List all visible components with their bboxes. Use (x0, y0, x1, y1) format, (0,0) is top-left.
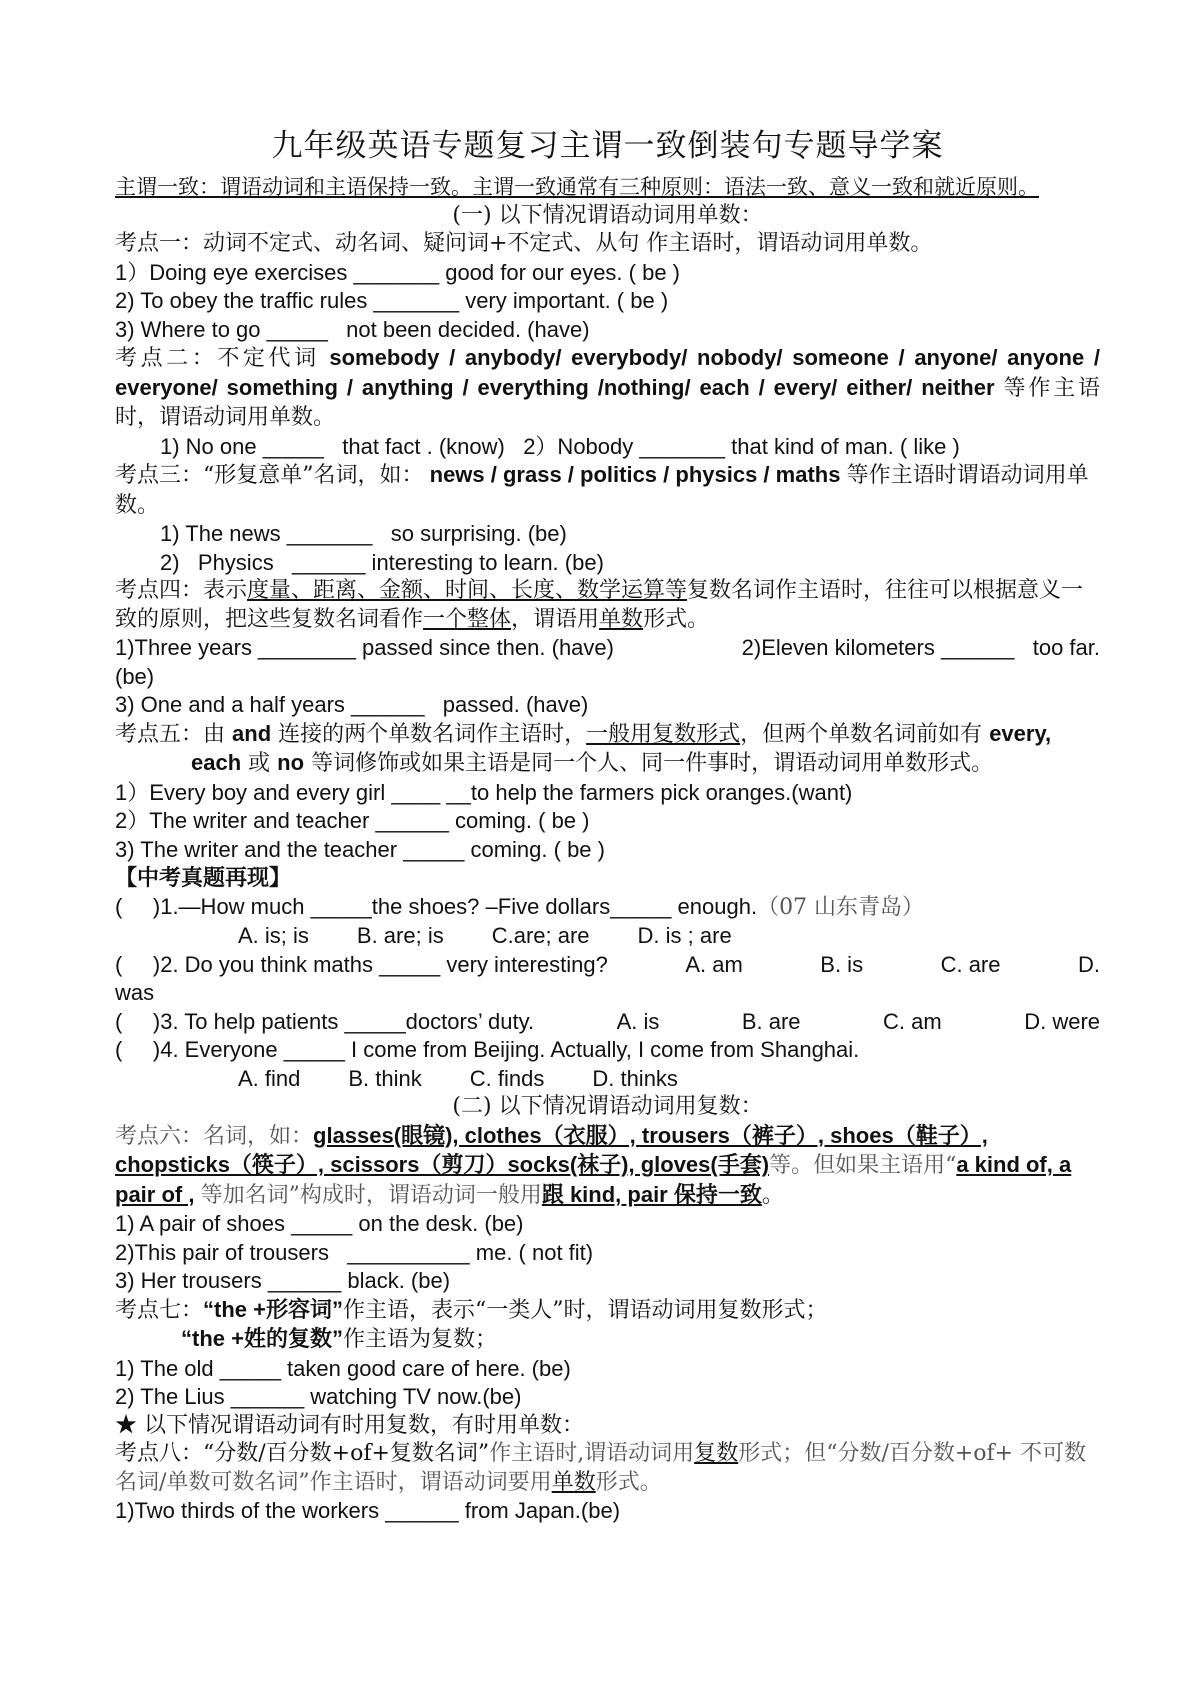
point1-q3: 3) Where to go _____ not been decided. (have) (115, 316, 590, 342)
point7-line2 (115, 1325, 1100, 1355)
exam-q2-stem: ( )2. Do you think maths _____ very interesting? (115, 951, 608, 977)
option-d: D. thinks (592, 1065, 678, 1091)
point8-label: 考点八： (115, 1441, 204, 1466)
option-b: B. are; is (356, 923, 444, 948)
point3-heading (115, 461, 1100, 520)
point4-mid2: ，谓语用 (511, 606, 600, 632)
point7-q2: 2) The Lius ______ watching TV now.(be) (115, 1384, 522, 1409)
point5-post: 等词修饰或如果主语是同一个人、同一件事时，谓语动词用单数形式。 (311, 751, 994, 776)
point4-q1a: 1)Three years ________ passed since then. (have) (115, 635, 614, 660)
point4-q1c: (be) (115, 663, 155, 689)
exam-q1-options (115, 922, 1100, 951)
point6-q2: 2)This pair of trousers __________ me. ( not fit) (115, 1239, 594, 1265)
point7-the-surname: “the +姓的复数” (181, 1326, 343, 1351)
point3-q1: 1) The news _______ so surprising. (be) (160, 521, 567, 546)
point5-mid2: ，但两个单数名词前如有 (740, 721, 983, 747)
point5-q1: 1）Every boy and every girl ____ __to help the farmers pick oranges.(want) (115, 779, 853, 805)
point5-no: no (277, 750, 305, 775)
point4-q2: 3) One and a half years ______ passed. (have) (115, 692, 589, 717)
point4-q1-row (115, 634, 1100, 663)
exam-q2-cont: was (115, 980, 155, 1005)
point5-q3: 3) The writer and the teacher _____ coming. ( be ) (115, 836, 605, 862)
point6-q1: 1) A pair of shoes _____ on the desk. (be) (115, 1211, 524, 1236)
page-title: 九年级英语专题复习主谓一致倒装句专题导学案 (271, 128, 944, 164)
point3-tail: 等作主语时谓语动词用单数。 (115, 463, 1089, 518)
option-d: D. is ; are (637, 923, 732, 948)
worksheet (115, 120, 1100, 1526)
option-a: A. am (685, 951, 743, 977)
point4-underline2: 一个整体 (423, 606, 512, 632)
point6-q3: 3) Her trousers ______ black. (be) (115, 1268, 451, 1293)
point6-post: 。 (761, 1182, 784, 1208)
point6-heading (115, 1122, 1100, 1211)
point5-heading (115, 720, 1100, 779)
point4-post: 形式。 (643, 606, 710, 632)
option-b: B. is (820, 951, 864, 977)
star-heading: ★ 以下情况谓语动词有时用复数，有时用单数： (115, 1412, 584, 1438)
option-b: B. are (741, 1008, 801, 1034)
exam-q4: ( )4. Everyone _____ I come from Beijing. Actually, I come from Shanghai. (115, 1037, 860, 1062)
exam-q3 (115, 1008, 1100, 1037)
exam-q2 (115, 951, 1100, 980)
point6-label: 考点六：名词，如： (115, 1123, 314, 1149)
point3-q2: 2) Physics ______ interesting to learn. (be) (160, 549, 604, 575)
point4-underline1: 度量、距离、金额、时间、长度、数学运算等 (247, 578, 688, 603)
point8-heading (115, 1440, 1100, 1497)
point5-or: 或 (248, 751, 271, 776)
point2-label: 考点二：不定代词 (115, 346, 320, 371)
point8-b: 作主语时,谓语动词用 (489, 1441, 695, 1466)
point8-a: “分数/百分数+of+复数名词” (203, 1441, 490, 1466)
intro-text: 主谓一致：谓语动词和主语保持一致。主谓一致通常有三种原则：语法一致、意义一致和就近原则。 (115, 175, 1039, 199)
option-c: C. am (883, 1008, 942, 1034)
point6-nouns: glasses(眼镜), clothes（衣服）, trousers（裤子）, shoes（鞋子）, chopsticks（筷子）, scissors（剪刀）socks(袜子), gloves(手套) (115, 1122, 988, 1177)
point8-e: 形式。 (595, 1469, 662, 1495)
point4-pre: 考点四：表示 (115, 578, 248, 603)
point5-words: every, each (191, 720, 1052, 775)
point4-mid: 复数名词作主语时，往往可以根据意义一致的原则，把这些复数名词看作 (115, 578, 1084, 632)
point8-q1: 1)Two thirds of the workers ______ from Japan.(be) (115, 1498, 621, 1523)
option-a: A. is; is (238, 923, 309, 948)
point2-pronouns: somebody / anybody/ everybody/ nobody/ someone / anyone/ anyone / everyone/ something / anything / everything /nothing/ each / every/ either/ neither (115, 345, 1100, 400)
point1-heading: 考点一：动词不定式、动名词、疑问词+不定式、从句 作主语时，谓语动词用单数。 (115, 231, 933, 256)
point7-heading (115, 1296, 1100, 1326)
point7-mid: 作主语，表示“一类人”时，谓语动词用复数形式； (342, 1297, 828, 1323)
exam-q1 (115, 893, 1100, 923)
point5-underline: 一般用复数形式 (586, 721, 741, 747)
point5-pre: 考点五：由 (115, 721, 226, 747)
point5-q2: 2）The writer and teacher ______ coming. ( be ) (115, 808, 590, 833)
point6-underline: 跟 kind, pair 保持一致 (541, 1181, 762, 1207)
section2-heading: (二) 以下情况谓语动词用复数： (452, 1094, 763, 1119)
exam-q3-stem: ( )3. To help patients _____doctors’ duty. (115, 1008, 535, 1034)
point4-heading (115, 577, 1100, 634)
point1-q1: 1）Doing eye exercises _______ good for our eyes. ( be ) (115, 259, 680, 285)
point7-mid2: 作主语为复数； (342, 1327, 497, 1352)
point2-tail: 等作主语时，谓语动词用单数。 (115, 375, 1100, 430)
option-d: D. were (1024, 1008, 1100, 1034)
point7-label: 考点七： (115, 1297, 204, 1323)
option-c: C. are (940, 951, 1001, 977)
option-b: B. think (348, 1065, 422, 1091)
point7-the-adj: “the +形容词” (203, 1296, 343, 1322)
point2-heading (115, 344, 1100, 433)
point3-nouns: news / grass / politics / physics / maths (429, 462, 841, 487)
section1-heading: (一) 以下情况谓语动词用单数： (452, 202, 763, 228)
point5-and: and (232, 720, 272, 746)
point8-c: 形式；但“分数/百分数+of+ 不可数名词/单数可数名词” (115, 1441, 1087, 1495)
option-a: A. is (616, 1008, 660, 1034)
point8-underline1: 复数 (694, 1441, 739, 1466)
point8-underline2: 单数 (551, 1469, 596, 1495)
point4-underline3: 单数 (599, 606, 644, 632)
exam-q1-stem: ( )1.—How much _____the shoes? –Five dollars_____ enough. (115, 893, 758, 919)
exam-q4-options (115, 1065, 1100, 1094)
option-c: C. finds (469, 1065, 545, 1091)
point8-d: 作主语时，谓语动词要用 (309, 1469, 552, 1495)
option-d: D. (1078, 951, 1100, 977)
point4-q1b: 2)Eleven kilometers ______ too far. (741, 635, 1100, 660)
option-a: A. find (238, 1065, 301, 1091)
point6-mid: 等。但如果主语用“ (769, 1153, 957, 1178)
point7-q1: 1) The old _____ taken good care of here. (be) (115, 1355, 571, 1381)
option-c: C.are; are (491, 923, 590, 948)
point1-q2: 2) To obey the traffic rules _______ very important. ( be ) (115, 288, 669, 313)
point5-mid: 连接的两个单数名词作主语时， (278, 721, 587, 747)
exam-heading: 【中考真题再现】 (115, 865, 292, 891)
point6-mid2: 等加名词”构成时，谓语动词一般用 (200, 1182, 542, 1208)
point6-kind: a kind of, a pair of , (115, 1152, 1072, 1207)
point3-label: 考点三：“形复意单”名词，如： (115, 463, 424, 488)
point2-q1: 1) No one _____ that fact . (know) 2）Nobody _______ that kind of man. ( like ) (160, 433, 960, 459)
exam-q1-source: （07 山东青岛） (757, 894, 925, 920)
